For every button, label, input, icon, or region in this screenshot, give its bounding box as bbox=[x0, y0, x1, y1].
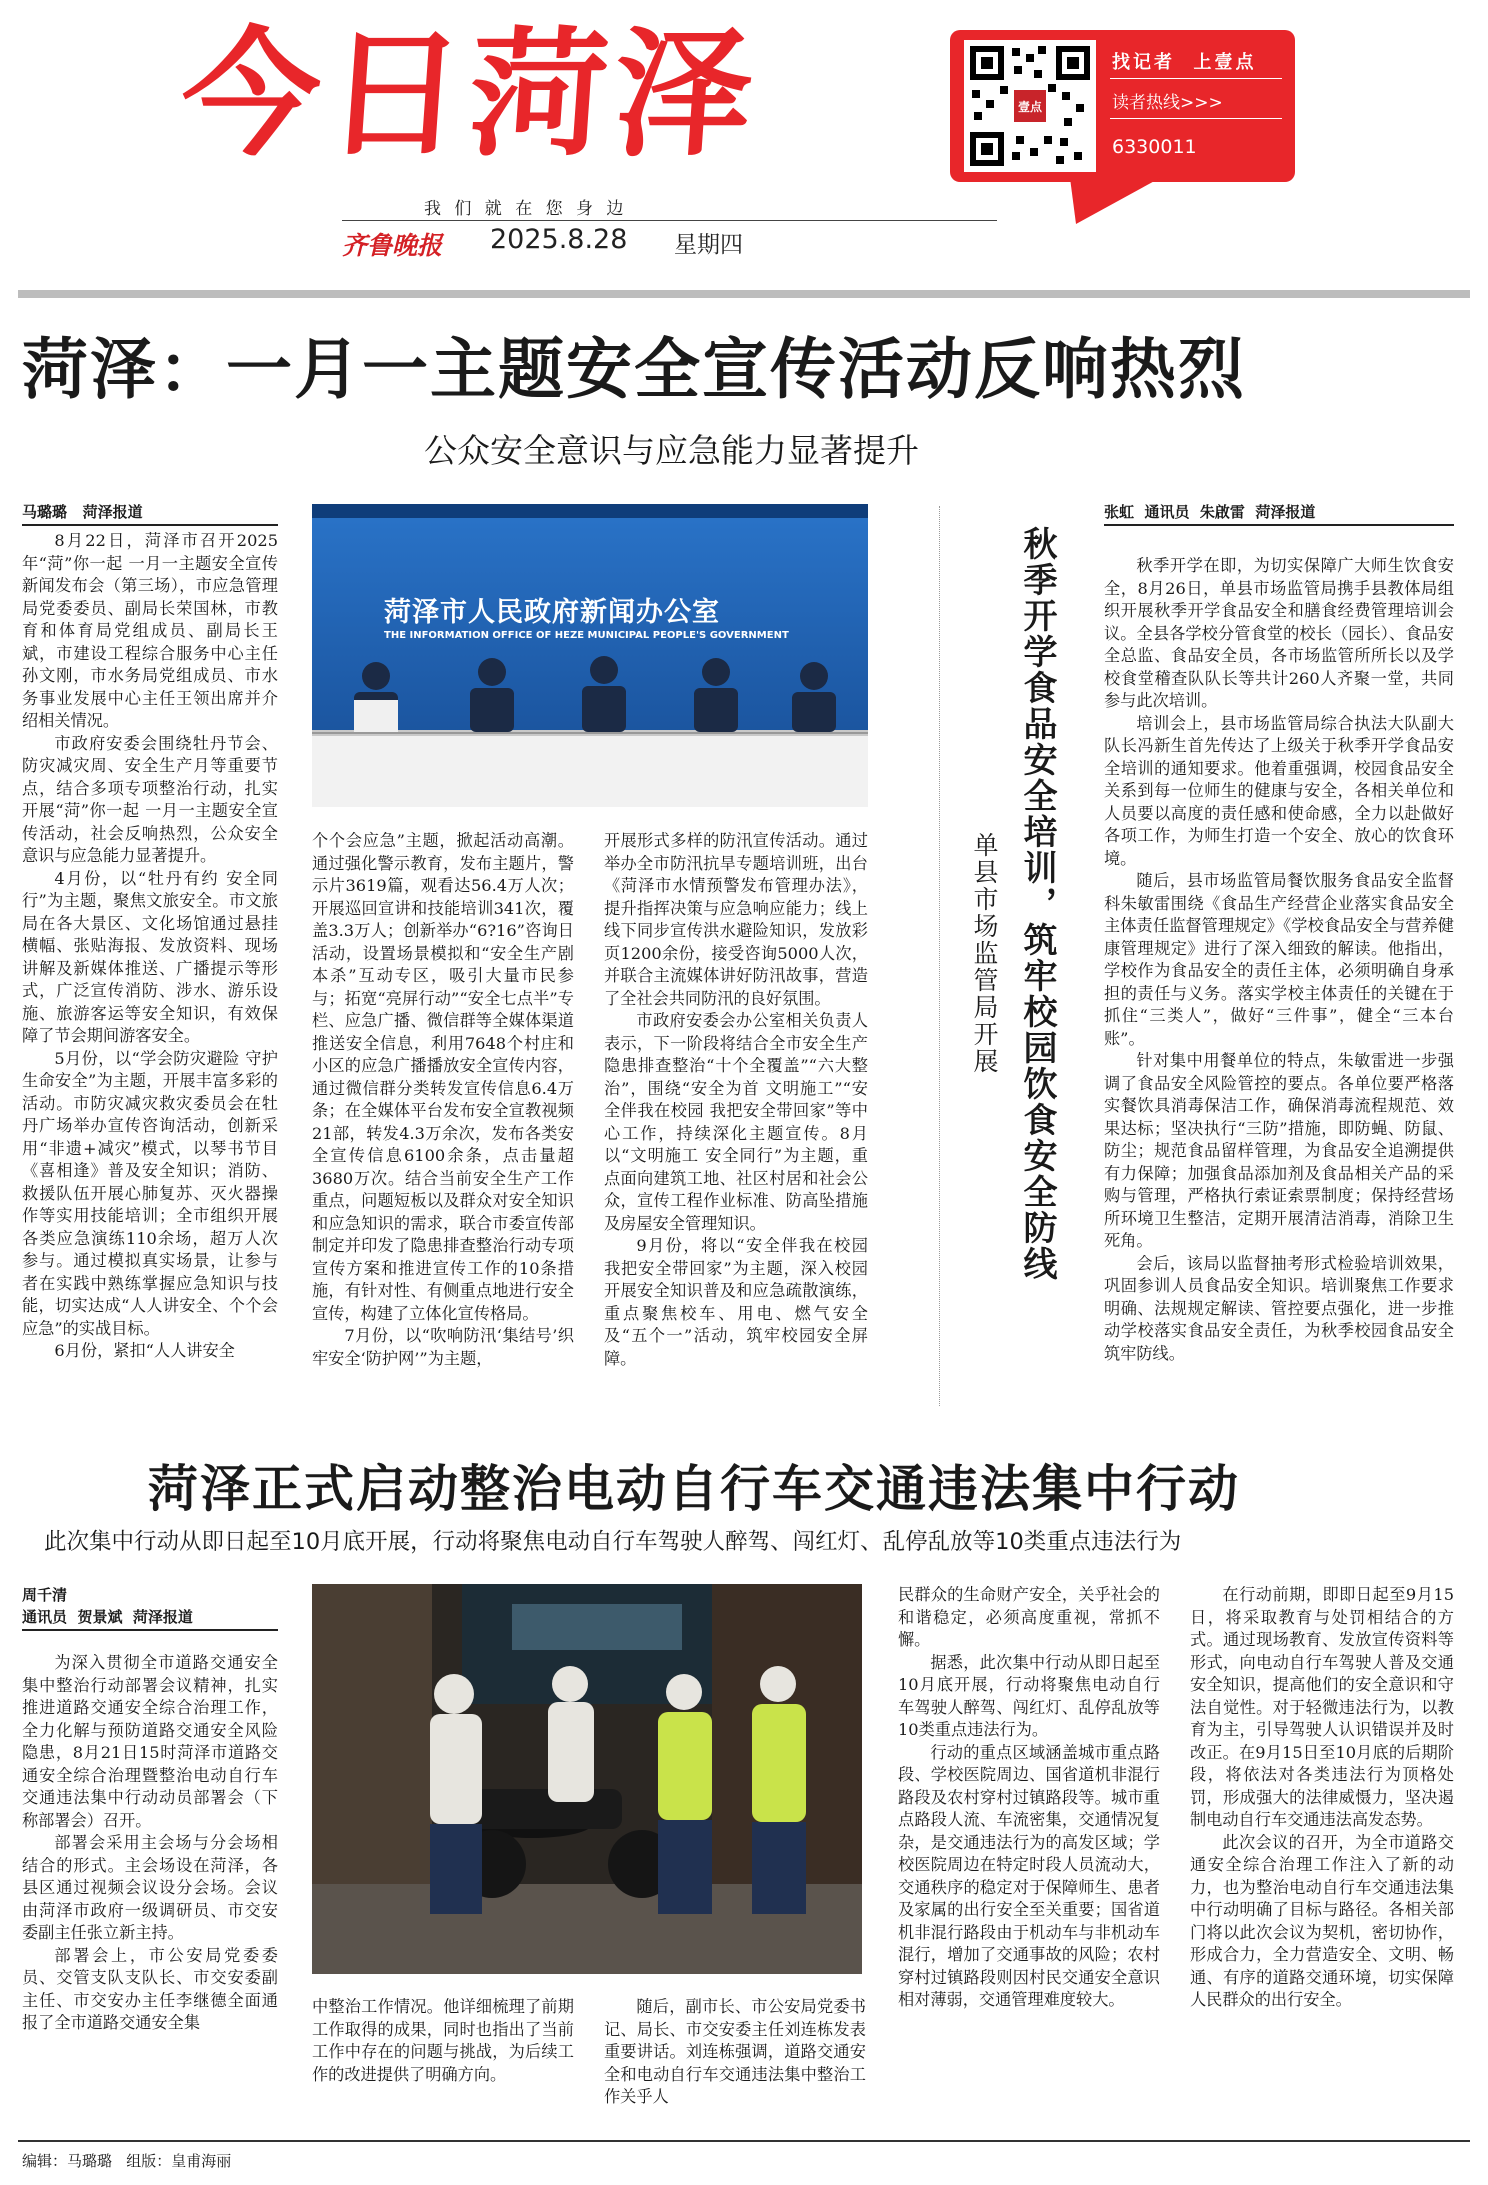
press-conference-scene bbox=[312, 504, 868, 807]
story-2-body bbox=[1104, 555, 1454, 1425]
qr-logo-label: 壹点 bbox=[1017, 100, 1042, 114]
hotline-number[interactable]: 6330011 bbox=[1112, 136, 1197, 158]
paragraph: 在行动前期，即即日起至9月15日，将采取教育与处罚相结合的方式。通过现场教育、发放宣传资料等形式，向电动自行车驾驶人普及交通安全知识，提高他们的安全意识和守法自觉性。对于轻微违法行为，以教育为主，引导驾驶人认识错误并及时改正。在9月15日至10月底的后期阶段，将依法对各类违法行为顶格处罚，形成强大的法律威慑力，坚决遏制电动自行车交通违法高发态势。 bbox=[1190, 1585, 1454, 1829]
paragraph: 针对集中用餐单位的特点，朱敏雷进一步强调了食品安全风险管控的要点。各单位要严格落实餐饮具消毒保洁工作，确保消毒流程规范、效果达标；坚决执行“三防”措施，即防蝇、防鼠、防尘；规范食品留样管理，为食品安全追溯提供有力保障；加强食品添加剂及食品相关产品的采购与管理，严格执行索证索票制度；保持经营场所环境卫生整洁，定期开展清洁消毒，消除卫生死角。 bbox=[1104, 1051, 1454, 1250]
qr-code[interactable] bbox=[964, 40, 1096, 172]
headline-story-3: 菏泽正式启动整治电动自行车交通违法集中行动 bbox=[148, 1459, 1240, 1518]
paragraph: 个个会应急”主题，掀起活动高潮。通过强化警示教育，发布主题片，警示片3619篇，观看达56.4万人次；开展巡回宣讲和技能培训341次，覆盖3.3万人；创新举办“6?16”咨询日活动，设置场景模拟和“安全生产剧本杀”互动专区，吸引大量市民参与；拓宽“亮屏行动”“安全七点半”专栏、应急广播、微信群等全媒体渠道推送安全信息，利用7648个村庄和小区的应急广播播放安全宣传内容，通过微信群分类转发宣传信息6.4万条；在全媒体平台发布安全宣教视频21部，转发4.3万余次，发布各类安全宣传信息6100余条，点击量超3680万次。结合当前安全生产工作重点，问题短板以及群众对安全知识和应急知识的需求，联合市委宣传部制定并印发了隐患排查整治行动专项宣传方案和推进宣传工作的10条措施，有针对性、有侧重点地进行安全宣传，构建了立体化宣传格局。 bbox=[312, 831, 574, 1323]
paper-name: 齐鲁晚报 bbox=[342, 231, 443, 260]
paragraph: 7月份，以“吹响防汛‘集结号’织牢安全‘防护网’”为主题， bbox=[312, 1326, 574, 1368]
story-1-col-2 bbox=[312, 830, 574, 1480]
subhead-story-2: 单县市场监管局开展 bbox=[970, 832, 999, 1075]
paragraph: 中整治工作情况。他详细梳理了前期工作取得的成果，同时也指出了当前工作中存在的问题与挑战，为后续工作的改进提供了明确方向。 bbox=[312, 1997, 574, 2084]
story-1-col-3 bbox=[604, 830, 868, 1480]
editor-credit: 编辑：马璐璐 组版：皇甫海丽 bbox=[22, 2152, 232, 2170]
subhead-story-3: 此次集中行动从即日起至10月底开展，行动将聚焦电动自行车驾驶人醉驾、闯红灯、乱停乱放等10类重点违法行为 bbox=[44, 1529, 1182, 1555]
paragraph: 为深入贯彻全市道路交通安全集中整治行动部署会议精神，扎实推进道路交通安全综合治理工作，全力化解与预防道路交通安全风险隐患，8月21日15时菏泽市道路交通安全综合治理暨整治电动自行车交通违法集中行动动员部署会（下称部署会）召开。 bbox=[22, 1653, 278, 1830]
headline-story-2: 秋季开学食品安全培训，筑牢校园饮食安全防线 bbox=[1017, 526, 1057, 1282]
story-3-col-4 bbox=[898, 1584, 1160, 2127]
press-backdrop-title-en: THE INFORMATION OFFICE OF HEZE MUNICIPAL PEOPLE'S GOVERNMENT bbox=[384, 630, 789, 641]
byline-story-1: 马璐璐 菏泽报道 bbox=[22, 501, 278, 526]
paragraph: 民群众的生命财产安全，关乎社会的和谐稳定，必须高度重视，常抓不懈。 bbox=[898, 1585, 1160, 1649]
masthead-slogan: 我 们 就 在 您 身 边 bbox=[424, 199, 628, 219]
press-backdrop-title-cn: 菏泽市人民政府新闻办公室 bbox=[384, 597, 720, 628]
masthead-title: 今日菏泽 bbox=[176, 14, 764, 175]
subhead-story-1: 公众安全意识与应急能力显著提升 bbox=[424, 431, 919, 470]
byline-story-3-reporter: 周千清 bbox=[22, 1586, 68, 1604]
byline-story-3: 通讯员 贺景斌 菏泽报道 bbox=[22, 1606, 278, 1631]
paragraph: 随后，县市场监管局餐饮服务食品安全监督科朱敏雷围绕《食品生产经营企业落实食品安全主体责任监督管理规定》《学校食品安全与营养健康管理规定》进行了深入细致的解读。他指出，学校作为食品安全的责任主体，必须明确自身承担的责任与义务。落实学校主体责任的关键在于抓住“三类人”，做好“三件事”，健全“三本台账”。 bbox=[1104, 871, 1454, 1048]
paragraph: 6月份，紧扣“人人讲安全 bbox=[54, 1341, 235, 1360]
paragraph: 据悉，此次集中行动从即日起至10月底开展，行动将聚焦电动自行车驾驶人醉驾、闯红灯、乱停乱放等10类重点违法行为。 bbox=[898, 1652, 1160, 1739]
paragraph: 市政府安委会办公室相关负责人表示，下一阶段将结合全市安全生产隐患排查整治“十个全覆盖”“六大整治”，围绕“安全为首 文明施工”“安全伴我在校园 我把安全带回家”等中心工作，持续深化主题宣传。8月以“文明施工 安全同行”为主题，重点面向建筑工地、社区村居和社会公众，宣传工程作业标准、防高坠措施及房屋安全管理知识。 bbox=[604, 1011, 868, 1233]
paragraph: 随后，副市长、市公安局党委书记、局长、市交安委主任刘连栋发表重要讲话。刘连栋强调，道路交通安全和电动自行车交通违法集中整治工作关乎人 bbox=[604, 1997, 866, 2106]
paragraph: 部署会上，市公安局党委委员、交管支队支队长、市交安委副主任、市交安办主任李继德全面通报了全市道路交通安全集 bbox=[22, 1945, 278, 2032]
issue-weekday: 星期四 bbox=[674, 232, 743, 258]
masthead-rule bbox=[18, 290, 1470, 298]
paragraph: 秋季开学在即，为切实保障广大师生饮食安全，8月26日，单县市场监管局携手县教体局组织开展秋季开学食品安全和膳食经费管理培训会议。全县各学校分管食堂的校长（园长）、食品安全总监、食品安全员，各市场监管所所长以及学校食堂稽查队队长等共计260人齐聚一堂，共同参与此次培训。 bbox=[1104, 556, 1454, 710]
paragraph: 9月份，将以“安全伴我在校园 我把安全带回家”为主题，深入校园开展安全知识普及和应急疏散演练，重点聚焦校车、用电、燃气安全及“五个一”活动，筑牢校园安全屏障。 bbox=[604, 1236, 868, 1368]
byline-story-2: 张虹 通讯员 朱啟雷 菏泽报道 bbox=[1104, 501, 1454, 526]
paragraph: 此次会议的召开，为全市道路交通安全综合治理工作注入了新的动力，也为整治电动自行车交通违法集中行动明确了目标与路径。各相关部门将以此次会议为契机，密切协作，形成合力，全力营造安全、文明、畅通、有序的道路交通环境，切实保障人民群众的出行安全。 bbox=[1190, 1832, 1454, 2009]
paragraph: 行动的重点区域涵盖城市重点路段、学校医院周边、国省道机非混行路段及农村穿村过镇路段等。城市重点路段人流、车流密集，交通情况复杂，是交通违法行为的高发区域；学校医院周边在特定时段人员流动大，交通秩序的稳定对于保障师生、患者及家属的出行安全至关重要；国省道机非混行路段由于机动车与非机动车混行，增加了交通事故的风险；农村穿村过镇路段则因村民交通安全意识相对薄弱，交通管理难度较大。 bbox=[898, 1742, 1160, 2009]
hotline-label: 读者热线>>> bbox=[1112, 93, 1223, 113]
footer-rule bbox=[18, 2140, 1470, 2142]
headline-story-1: 菏泽：一月一主题安全宣传活动反响热烈 bbox=[22, 330, 1246, 408]
traffic-police-scene bbox=[312, 1584, 862, 1974]
paragraph: 8月22日，菏泽市召开2025年“菏”你一起 一月一主题安全宣传新闻发布会（第三场），市应急管理局党委委员、副局长荣国林，市教育和体育局党组成员、副局长王斌，市建设工程综合服务中心主任孙文刚，市水务局党组成员、市水务事业发展中心主任王领出席并介绍相关情况。 bbox=[22, 531, 278, 730]
paragraph: 部署会采用主会场与分会场相结合的形式。主会场设在菏泽，各县区通过视频会议设分会场。会议由菏泽市政府一级调研员、市交安委副主任张立新主持。 bbox=[22, 1833, 278, 1942]
contact-box-tail bbox=[1070, 178, 1160, 228]
story-3-col-5 bbox=[1190, 1584, 1454, 2127]
story-3-col-1 bbox=[22, 1652, 278, 2127]
traffic-police-photo bbox=[312, 1584, 862, 1974]
paragraph: 市政府安委会围绕牡丹节会、防灾减灾周、安全生产月等重要节点，结合多项专项整治行动，扎实开展“菏”你一起 一月一主题安全宣传活动，社会反响热烈，公众安全意识与应急能力显著提升。 bbox=[22, 733, 278, 865]
paragraph: 5月份，以“学会防灾避险 守护生命安全”为主题，开展丰富多彩的活动。市防灾减灾救灾委员会在牡丹广场举办宣传咨询活动，创新采用“非遗+减灾”模式，以琴书节目《喜相逢》普及安全知识；消防、救援队伍开展心肺复苏、灭火器操作等实用技能培训；全市组织开展各类应急演练110余场，超万人次参与。通过模拟真实场景，让参与者在实践中熟练掌握应急知识与技能，切实达成“人人讲安全、个个会应急”的实战目标。 bbox=[22, 1048, 278, 1338]
paragraph: 会后，该局以监督抽考形式检验培训效果，巩固参训人员食品安全知识。培训聚焦工作要求明确、法规规定解读、管控要点强化，进一步推动学校落实食品安全责任，为秋季校园食品安全筑牢防线。 bbox=[1104, 1253, 1454, 1363]
paragraph: 培训会上，县市场监管局综合执法大队副大队长冯新生首先传达了上级关于秋季开学食品安全培训的通知要求。他着重强调，校园食品安全关系到每一位师生的健康与安全，各相关单位和人员要以高度的责任感和使命感，全力以赴做好各项工作，为师生打造一个安全、放心的饮食环境。 bbox=[1104, 713, 1454, 868]
masthead bbox=[0, 0, 1488, 300]
story-3-col-3 bbox=[604, 1996, 866, 2127]
issue-date: 2025.8.28 bbox=[490, 224, 628, 255]
column-divider bbox=[939, 506, 940, 1406]
paragraph: 开展形式多样的防汛宣传活动。通过举办全市防汛抗旱专题培训班，出台《菏泽市水情预警发布管理办法》，提升指挥决策与应急响应能力；线上线下同步宣传洪水避险知识，发放彩页1200余份，接受咨询5000人次，并联合主流媒体讲好防汛故事，营造了全社会共同防汛的良好氛围。 bbox=[604, 831, 868, 1008]
story-3-col-2 bbox=[312, 1996, 574, 2127]
contact-title: 找记者 上壹点 bbox=[1112, 52, 1257, 73]
paragraph: 4月份，以“牡丹有约 安全同行”为主题，聚焦文旅安全。市文旅局在各大景区、文化场馆通过悬挂横幅、张贴海报、发放资料、现场讲解及新媒体推送、广播提示等形式，广泛宣传消防、涉水、游乐设施、旅游客运等安全知识，有效保障了节会期间游客安全。 bbox=[22, 868, 278, 1045]
press-conference-photo bbox=[312, 504, 868, 807]
story-1-col-1 bbox=[22, 530, 278, 1480]
